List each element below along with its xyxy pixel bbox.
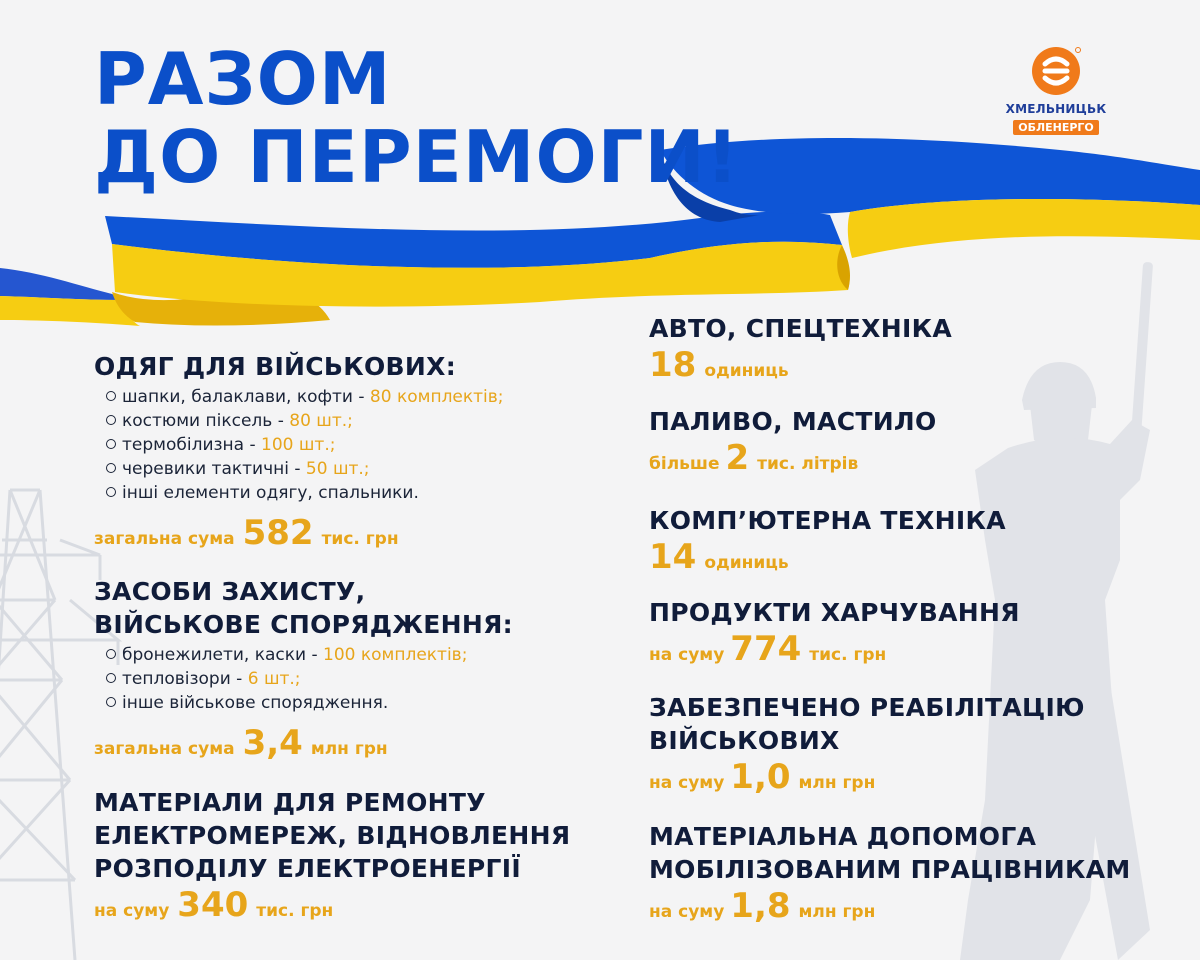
quantity-prefix: на суму [649, 902, 725, 922]
heading-line: РОЗПОДІЛУ ЕЛЕКТРОЕНЕРГІЇ [94, 854, 521, 883]
list-item [106, 385, 614, 409]
quantity-prefix: на суму [649, 645, 725, 665]
total-number: 3,4 [242, 723, 303, 763]
section-quantity [649, 629, 1169, 675]
total-unit: тис. грн [256, 901, 334, 921]
list-item [106, 433, 614, 457]
page-title [94, 37, 740, 199]
heading-line: КОМП’ЮТЕРНА ТЕХНІКА [649, 506, 1006, 535]
quantity-unit: тис. літрів [757, 454, 859, 474]
quantity-number: 774 [730, 629, 802, 669]
item-text: тепловізори - [122, 669, 248, 689]
title-line-2: ДО ПЕРЕМОГИ! [94, 115, 740, 199]
list-item [106, 457, 614, 481]
heading-line: ОДЯГ ДЛЯ ВІЙСЬКОВИХ: [94, 352, 457, 381]
total-number: 340 [177, 885, 249, 925]
heading-line: ПРОДУКТИ ХАРЧУВАННЯ [649, 598, 1020, 627]
section-total [94, 513, 614, 559]
heading-line: ПАЛИВО, МАСТИЛО [649, 407, 937, 436]
item-text: шапки, балаклави, кофти - [122, 387, 370, 407]
quantity-prefix: на суму [649, 773, 725, 793]
section-heading [94, 575, 614, 641]
section-quantity [649, 886, 1189, 932]
section-heading [649, 312, 1169, 345]
logo-text-bottom: ОБЛЕНЕРГО [1013, 120, 1099, 135]
right-section-vehicles [649, 312, 1169, 391]
bullet-icon [106, 415, 116, 425]
item-text: бронежилети, каски - [122, 645, 323, 665]
total-number: 582 [242, 513, 314, 553]
heading-line: ЕЛЕКТРОМЕРЕЖ, ВІДНОВЛЕННЯ [94, 821, 571, 850]
section-quantity [649, 757, 1169, 803]
section-heading [649, 504, 1169, 537]
quantity-prefix: більше [649, 454, 720, 474]
logo-emblem-icon [1029, 44, 1083, 98]
total-unit: тис. грн [321, 529, 399, 549]
heading-line: ВІЙСЬКОВИХ [649, 726, 840, 755]
total-unit: млн грн [310, 739, 388, 759]
quantity-unit: тис. грн [809, 645, 887, 665]
right-section-financial-aid [649, 820, 1189, 932]
quantity-unit: млн грн [798, 773, 876, 793]
list-item [106, 481, 614, 505]
right-section-food [649, 596, 1169, 675]
bullet-icon [106, 697, 116, 707]
heading-line: ЗАСОБИ ЗАХИСТУ, [94, 577, 366, 606]
right-section-computers [649, 504, 1169, 583]
title-line-1: РАЗОМ [94, 37, 392, 121]
item-value: 100 шт.; [261, 435, 336, 455]
bullet-icon [106, 649, 116, 659]
bullet-icon [106, 463, 116, 473]
section-quantity [649, 345, 1169, 391]
total-prefix: загальна сума [94, 529, 235, 549]
company-logo [1000, 44, 1112, 135]
item-text: костюми піксель - [122, 411, 290, 431]
bullet-icon [106, 439, 116, 449]
item-value: 80 шт.; [289, 411, 353, 431]
quantity-unit: одиниць [704, 553, 789, 573]
item-text: інші елементи одягу, спальники. [122, 483, 419, 503]
quantity-unit: одиниць [704, 361, 789, 381]
section-heading [649, 691, 1169, 757]
total-prefix: загальна сума [94, 739, 235, 759]
total-prefix: на суму [94, 901, 170, 921]
heading-line: МОБІЛІЗОВАНИМ ПРАЦІВНИКАМ [649, 855, 1131, 884]
section-heading [94, 350, 614, 383]
list-item [106, 691, 614, 715]
item-value: 50 шт.; [305, 459, 370, 479]
list-item [106, 409, 614, 433]
heading-line: АВТО, СПЕЦТЕХНІКА [649, 314, 952, 343]
heading-line: МАТЕРІАЛЬНА ДОПОМОГА [649, 822, 1037, 851]
left-section-protection [94, 575, 614, 769]
logo-text-top: ХМЕЛЬНИЦЬК [1005, 102, 1107, 116]
quantity-number: 18 [649, 345, 697, 385]
section-heading [94, 786, 634, 885]
quantity-number: 2 [725, 438, 750, 478]
item-list [94, 385, 614, 505]
left-section-clothing [94, 350, 614, 559]
bullet-icon [106, 673, 116, 683]
item-text: термобілизна - [122, 435, 262, 455]
item-value: 80 комплектів; [369, 387, 504, 407]
item-text: черевики тактичні - [122, 459, 306, 479]
heading-line: ЗАБЕЗПЕЧЕНО РЕАБІЛІТАЦІЮ [649, 693, 1085, 722]
section-total [94, 885, 634, 931]
section-heading [649, 820, 1189, 886]
section-quantity [649, 537, 1169, 583]
left-section-materials [94, 786, 634, 931]
bullet-icon [106, 391, 116, 401]
heading-line: МАТЕРІАЛИ ДЛЯ РЕМОНТУ [94, 788, 486, 817]
item-list [94, 643, 614, 715]
item-value: 6 шт.; [247, 669, 301, 689]
list-item [106, 643, 614, 667]
quantity-number: 1,8 [730, 886, 791, 926]
right-section-fuel [649, 405, 1169, 484]
quantity-number: 1,0 [730, 757, 791, 797]
quantity-number: 14 [649, 537, 697, 577]
item-value: 100 комплектів; [323, 645, 468, 665]
section-heading [649, 596, 1169, 629]
section-heading [649, 405, 1169, 438]
item-text: інше військове спорядження. [122, 693, 389, 713]
quantity-unit: млн грн [798, 902, 876, 922]
bullet-icon [106, 487, 116, 497]
list-item [106, 667, 614, 691]
heading-line: ВІЙСЬКОВЕ СПОРЯДЖЕННЯ: [94, 610, 513, 639]
right-section-rehabilitation [649, 691, 1169, 803]
section-total [94, 723, 614, 769]
section-quantity [649, 438, 1169, 484]
